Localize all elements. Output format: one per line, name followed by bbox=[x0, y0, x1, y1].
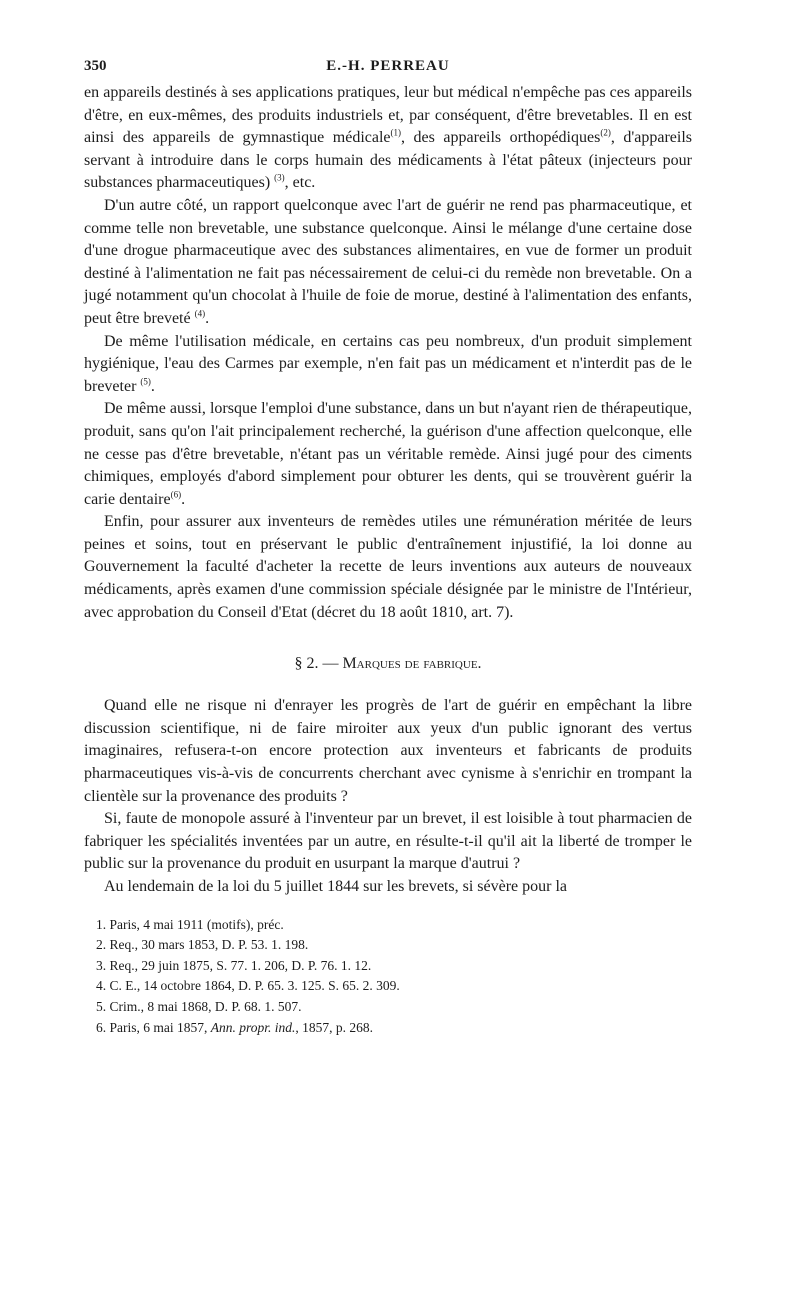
footnote bbox=[96, 956, 692, 977]
footnote bbox=[96, 915, 692, 936]
running-head bbox=[84, 58, 692, 82]
paragraphs-before-section bbox=[84, 82, 692, 624]
text-run: De même aussi, lorsque l'emploi d'une substance, dans un but n'ayant rien de thérapeutique, produit, sans qu'on l'ait principalement recherché, la guérison d'une affection quelconque, elle ne cesse pas d'être brevetable, n'étant pas un véritable remède. Ainsi jugé pour des ciments chimiques, employés d'abord simplement pour obturer les dents, qui se trouvèrent guérir la carie dentaire bbox=[84, 400, 692, 508]
footnotes bbox=[84, 915, 692, 1039]
footnote-ref: (5) bbox=[140, 376, 151, 387]
text-run: . bbox=[205, 309, 210, 327]
text-run: . bbox=[181, 490, 186, 508]
paragraph bbox=[84, 511, 692, 624]
text-run: 3. Req., 29 juin 1875, S. 77. 1. 206, D. P. 76. 1. 12. bbox=[96, 957, 372, 973]
footnote-ref: (1) bbox=[390, 127, 402, 138]
running-title: E.-H. PERREAU bbox=[326, 58, 450, 74]
text-run: Quand elle ne risque ni d'enrayer les progrès de l'art de guérir en empêchant la libre discussion scientifique, ni de faire miroiter aux yeux d'un public ignorant des vertus imaginaires, refusera-t-on encore protection aux inventeurs et fabricants de produits pharmaceutiques vis-à-vis de concurrents cherchant avec cynisme à s'enrichir en trompant la clientèle sur la provenance des produits ? bbox=[84, 697, 692, 805]
text-run: 4. C. E., 14 octobre 1864, D. P. 65. 3. 125. S. 65. 2. 309. bbox=[96, 978, 400, 994]
footnote-ref: (3) bbox=[274, 173, 285, 184]
section-number: § 2. — bbox=[294, 655, 343, 673]
footnote bbox=[96, 976, 692, 997]
section-title: Marques de fabrique. bbox=[342, 655, 482, 673]
text-run: 6. Paris, 6 mai 1857, bbox=[96, 1019, 211, 1035]
text-run: . bbox=[150, 377, 155, 395]
paragraph bbox=[84, 876, 692, 899]
italic-text: Ann. propr. ind. bbox=[210, 1019, 296, 1035]
paragraph bbox=[84, 82, 692, 195]
footnote bbox=[96, 1018, 692, 1039]
text-run: Au lendemain de la loi du 5 juillet 1844 sur les brevets, si sévère pour la bbox=[104, 878, 567, 895]
text-run: , 1857, p. 268. bbox=[295, 1019, 374, 1035]
text-run: De même l'utilisation médicale, en certains cas peu nombreux, d'un produit simplement hygiénique, l'eau des Carmes par exemple, n'en fait pas un médicament et n'interdit pas de le breveter bbox=[84, 332, 692, 395]
text-run: Enfin, pour assurer aux inventeurs de remèdes utiles une rémunération méritée de leurs peines et soins, tout en préservant le public d'entraînement injustifié, la loi donne au Gouvernement la faculté d'acheter la recette de leurs inventions aux auteurs de nouveaux médicaments, après examen d'une commission spéciale désignée par le ministre de l'Intérieur, avec approbation du Conseil d'Etat (décret du 18 août 1810, art. 7). bbox=[84, 513, 692, 621]
text-run: en appareils destinés à ses applications pratiques, leur but médical n'empêche pas ces appareils d'être, en eux-mêmes, des produits industriels et, par conséquent, d'être brevetables. Il en est ainsi des appareils de gymnastique médicale bbox=[84, 84, 692, 147]
footnote-ref: (6) bbox=[170, 489, 182, 500]
text-run: , etc. bbox=[284, 174, 316, 192]
footnote bbox=[96, 935, 692, 956]
paragraph bbox=[84, 695, 692, 808]
text-run: 1. Paris, 4 mai 1911 (motifs), préc. bbox=[96, 916, 284, 932]
text-run: , des appareils orthopédiques bbox=[401, 129, 601, 147]
footnote bbox=[96, 997, 692, 1018]
text-run: , d'appareils servant à introduire dans le corps humain des médicaments à l'état pâteux (injecteurs pour substances pharmaceutiques) bbox=[84, 129, 693, 192]
paragraphs-after-section bbox=[84, 695, 692, 898]
paragraph bbox=[84, 331, 692, 399]
text-run: Si, faute de monopole assuré à l'inventeur par un brevet, il est loisible à tout pharmacien de fabriquer les spécialités inventées par un autre, en résulte-t-il qu'il ait la liberté de tromper le public sur la provenance du produit en usurpant la marque d'autrui ? bbox=[84, 810, 692, 873]
paragraph bbox=[84, 808, 692, 876]
page-number: 350 bbox=[84, 58, 107, 74]
book-page bbox=[84, 58, 692, 1038]
body-text bbox=[84, 82, 692, 899]
footnote-ref: (2) bbox=[600, 127, 611, 138]
footnote-ref: (4) bbox=[194, 308, 206, 319]
text-run: 5. Crim., 8 mai 1868, D. P. 68. 1. 507. bbox=[96, 998, 302, 1014]
text-run: 2. Req., 30 mars 1853, D. P. 53. 1. 198. bbox=[96, 937, 309, 953]
text-run: D'un autre côté, un rapport quelconque avec l'art de guérir ne rend pas pharmaceutique, et comme telle non brevetable, une substance quelconque. Ainsi le mélange d'une certaine dose d'une drogue pharmaceutique avec des substances alimentaires, en vue de former un produit destiné à l'alimentation ne fait pas nécessairement de celui-ci du remède non brevetable. On a jugé notamment qu'un chocolat à l'huile de foie de morue, destiné à l'alimentation des enfants, peut être breveté bbox=[84, 196, 692, 327]
section-heading bbox=[84, 653, 692, 675]
paragraph bbox=[84, 195, 692, 331]
paragraph bbox=[84, 398, 692, 511]
